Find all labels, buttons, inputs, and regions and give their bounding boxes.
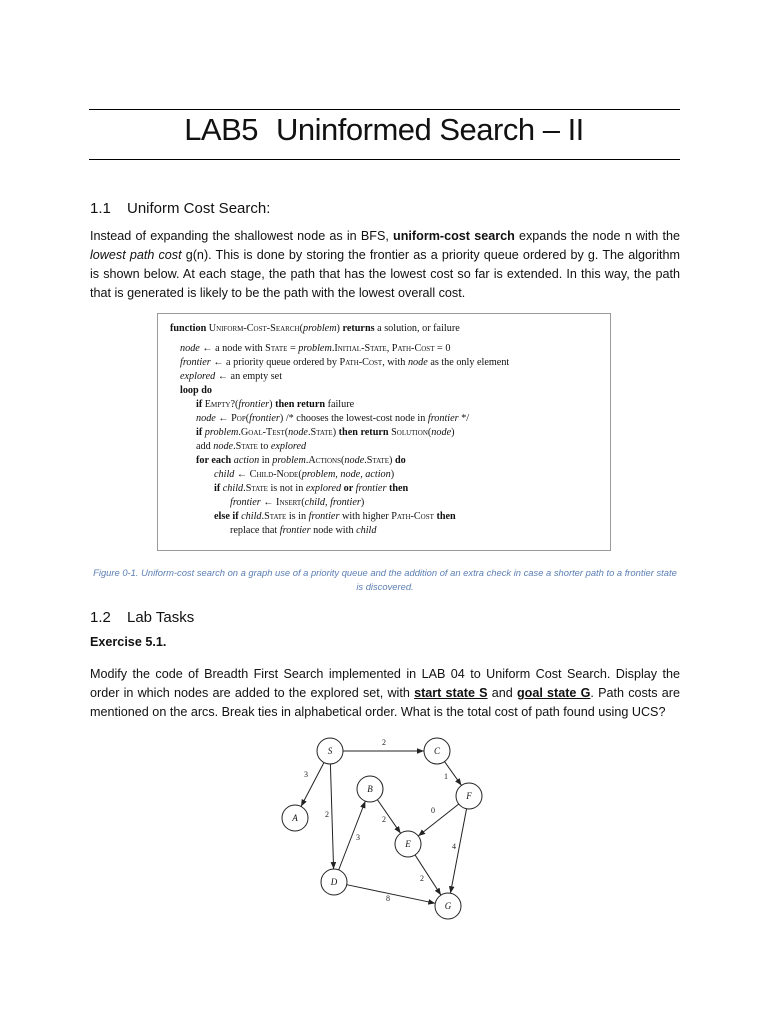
algo-token: ( [298, 469, 302, 480]
section-number: 1.2 [90, 609, 111, 626]
algo-token: node [407, 357, 428, 368]
edge-cost-label: 3 [304, 770, 308, 779]
algo-token: node [288, 427, 308, 438]
algo-token: explored [180, 371, 216, 382]
algo-token: ) [390, 469, 395, 480]
algo-token: returns [342, 323, 375, 334]
algo-token: frontier [230, 497, 261, 508]
algo-token: ) /* chooses the lowest-cost node in [279, 413, 428, 424]
algo-token: do [394, 455, 406, 466]
algo-token: explored [270, 441, 307, 452]
algo-token: . [305, 455, 309, 466]
algo-token: State [265, 343, 288, 354]
algo-token: Solution [391, 427, 428, 438]
edge-cost-label: 2 [382, 738, 386, 747]
algo-token: a solution, or failure [374, 323, 460, 334]
algo-token: State [310, 427, 333, 438]
algo-token: node [213, 441, 234, 452]
graph-node-label: E [405, 839, 411, 849]
text-run: Instead of expanding the shallowest node as in BFS, [90, 229, 394, 243]
algo-token: Pop [231, 413, 246, 424]
algo-token: ( [427, 427, 432, 438]
lab-number: LAB5 [184, 112, 259, 147]
text-run: Modify the code of Breadth First Search implemented in LAB 04 to Uniform Cost Search. Display the order in which nodes are added to the explored set, with [90, 667, 680, 700]
graph-node-label: G [444, 901, 452, 911]
graph-node-label: F [466, 791, 472, 801]
algo-token: Child-Node [249, 469, 299, 480]
lab-name: Uninformed Search – II [276, 112, 584, 147]
intro-paragraph [90, 227, 680, 303]
algo-token: for each [196, 455, 234, 466]
algo-token: Path-Cost [391, 511, 434, 522]
text-run: . Path costs are mentioned on the arcs. Break ties in alphabetical order. What is the total cost of path found using UCS? [90, 686, 680, 719]
italic-term: lowest path cost [90, 248, 182, 262]
edge-cost-label: 1 [444, 772, 448, 781]
algo-token: ( [245, 413, 250, 424]
algo-token: = 0 [434, 343, 451, 354]
algo-line-10 [196, 455, 406, 466]
algo-token: Initial-State [334, 343, 387, 354]
algorithm-box [157, 313, 611, 551]
algo-token: node with [310, 525, 357, 536]
text-run: g(n). This is done by storing the frontier as a priority queue ordered by g. The algorithm is shown below. At each stage, the path that has the lowest cost so far is extended. In this way, the path that is generated is likely to be the path with the lowest overall cost. [90, 248, 680, 300]
section-title: Uniform Cost Search: [127, 200, 271, 217]
algo-token: frontier [279, 525, 311, 536]
algo-token: ← [234, 469, 250, 480]
algo-token: , with [382, 357, 408, 368]
algo-line-15 [230, 525, 376, 536]
algo-token: . [233, 441, 236, 452]
edge-s-d [330, 764, 333, 869]
algo-token: ) [332, 427, 339, 438]
edge-f-e [418, 804, 459, 836]
algo-token: action [233, 455, 260, 466]
algo-token: , [386, 343, 392, 354]
algo-token: = [287, 343, 299, 354]
algo-line-12 [214, 483, 408, 494]
algo-line-3 [180, 357, 509, 368]
algo-line-4 [180, 371, 282, 382]
algo-token: frontier [180, 357, 211, 368]
algo-token: . [238, 427, 241, 438]
edge-cost-label: 0 [431, 806, 435, 815]
text-run: expands the node n with the [514, 229, 680, 243]
edge-cost-label: 2 [325, 810, 329, 819]
algo-line-9 [196, 441, 306, 452]
algo-line-14 [214, 511, 456, 522]
edge-b-e [377, 800, 400, 834]
algo-token: Uniform-Cost-Search [208, 323, 300, 334]
algo-line-1 [170, 323, 460, 334]
section-heading-1-2 [90, 609, 194, 626]
algo-token: problem [272, 455, 306, 466]
top-rule [89, 109, 680, 110]
algo-token: then return [275, 399, 326, 410]
algo-token: function [170, 323, 209, 334]
edge-d-b [339, 801, 366, 870]
algo-token: frontier [308, 511, 340, 522]
algo-token: as the only element [427, 357, 510, 368]
bold-term: uniform-cost search [393, 229, 515, 243]
algo-token: Actions [308, 455, 341, 466]
algo-line-13 [230, 497, 364, 508]
algo-token: to [257, 441, 271, 452]
edge-cost-label: 2 [420, 874, 424, 883]
algo-token: ) [451, 427, 455, 438]
graph-node-label: D [330, 877, 338, 887]
algo-token: ) [360, 497, 365, 508]
graph-node-label: C [433, 746, 441, 756]
algo-token: ) [336, 323, 343, 334]
algo-token: node [180, 343, 200, 354]
algo-token: Empty? [204, 399, 235, 410]
algo-token: ← [215, 413, 232, 424]
section-title: Lab Tasks [127, 609, 195, 626]
figure-caption: Figure 0-1. Uniform-cost search on a graph use of a priority queue and the addition of an extra check in case a shorter path to a frontier state is discovered. [93, 567, 677, 592]
algo-token: child [222, 483, 244, 494]
algo-token: child, frontier [304, 497, 361, 508]
algo-token: State [366, 455, 389, 466]
algo-token: . [331, 343, 335, 354]
algo-token: in [259, 455, 273, 466]
algo-token: problem [298, 343, 332, 354]
algo-token: then [433, 511, 456, 522]
algo-token: . [307, 427, 311, 438]
page-title [0, 112, 768, 148]
algo-token: frontier [238, 399, 270, 410]
edge-cost-label: 4 [452, 842, 456, 851]
algo-token: or [341, 483, 356, 494]
algo-token: add [196, 441, 214, 452]
algo-token: if [196, 399, 205, 410]
start-state-term: start state S [414, 686, 488, 700]
algo-token: node [344, 455, 365, 466]
algo-token: explored [305, 483, 342, 494]
algo-token: loop do [180, 385, 212, 396]
edge-cost-label: 3 [356, 833, 360, 842]
algo-token: node [196, 413, 216, 424]
algo-token: State [245, 483, 268, 494]
edge-cost-label: 8 [386, 894, 390, 903]
edge-e-g [415, 855, 441, 895]
algo-token: frontier [355, 483, 387, 494]
algo-line-6 [196, 399, 354, 410]
section-number: 1.1 [90, 200, 111, 217]
algo-token: is in [286, 511, 309, 522]
algo-token: failure [325, 399, 355, 410]
task-paragraph [90, 665, 680, 722]
algo-token: ← an empty set [215, 371, 283, 382]
algo-token: State [264, 511, 287, 522]
algo-token: if [214, 483, 223, 494]
algo-token: . [364, 455, 367, 466]
algo-token: ( [234, 399, 239, 410]
algo-line-11 [214, 469, 394, 480]
algo-line-2 [180, 343, 450, 354]
algo-token: . [243, 483, 246, 494]
algo-token: ( [301, 497, 305, 508]
algo-token: ( [299, 323, 303, 334]
graph-node-label: A [292, 813, 298, 823]
algo-token: then [386, 483, 409, 494]
algo-token: child [241, 511, 262, 522]
algo-token: ( [341, 455, 345, 466]
algo-token: ← [260, 497, 277, 508]
algo-token: ← a node with [199, 343, 266, 354]
algo-token: Path-Cost [339, 357, 383, 368]
algo-token: is not in [267, 483, 306, 494]
text-run: and [487, 686, 517, 700]
algo-line-7 [196, 413, 469, 424]
algo-token: Path-Cost [391, 343, 435, 354]
edge-d-g [347, 885, 436, 904]
exercise-heading: Exercise 5.1. [90, 635, 167, 649]
algo-token: problem, node, action [301, 469, 391, 480]
algo-line-5 [180, 385, 212, 396]
algo-token: Insert [276, 497, 302, 508]
algo-token: . [261, 511, 265, 522]
algo-token: ( [284, 427, 289, 438]
algo-token: replace that [230, 525, 280, 536]
algo-token: ) [269, 399, 276, 410]
algo-token: child [214, 469, 235, 480]
algo-token: ← a priority queue ordered by [210, 357, 340, 368]
algo-token: */ [458, 413, 470, 424]
algo-token: then return [338, 427, 392, 438]
edge-f-g [450, 809, 466, 893]
algo-token: child [356, 525, 377, 536]
algo-token: node [431, 427, 452, 438]
algo-line-8 [196, 427, 455, 438]
goal-state-term: goal state G [516, 686, 591, 700]
title-underline-rule [89, 159, 680, 160]
algo-token: frontier [249, 413, 280, 424]
search-graph-diagram [270, 725, 510, 925]
algo-token: if [196, 427, 205, 438]
algo-token: frontier [427, 413, 459, 424]
algo-token: State [235, 441, 258, 452]
graph-node-label: B [367, 784, 373, 794]
algo-token: ) [388, 455, 395, 466]
section-heading-1-1 [90, 200, 270, 217]
algo-token: problem [204, 427, 239, 438]
algo-token: with higher [339, 511, 392, 522]
algo-token: else if [214, 511, 242, 522]
edge-cost-label: 2 [382, 815, 386, 824]
graph-node-label: S [327, 746, 333, 756]
algo-token: problem [302, 323, 337, 334]
algo-token: Goal-Test [240, 427, 285, 438]
